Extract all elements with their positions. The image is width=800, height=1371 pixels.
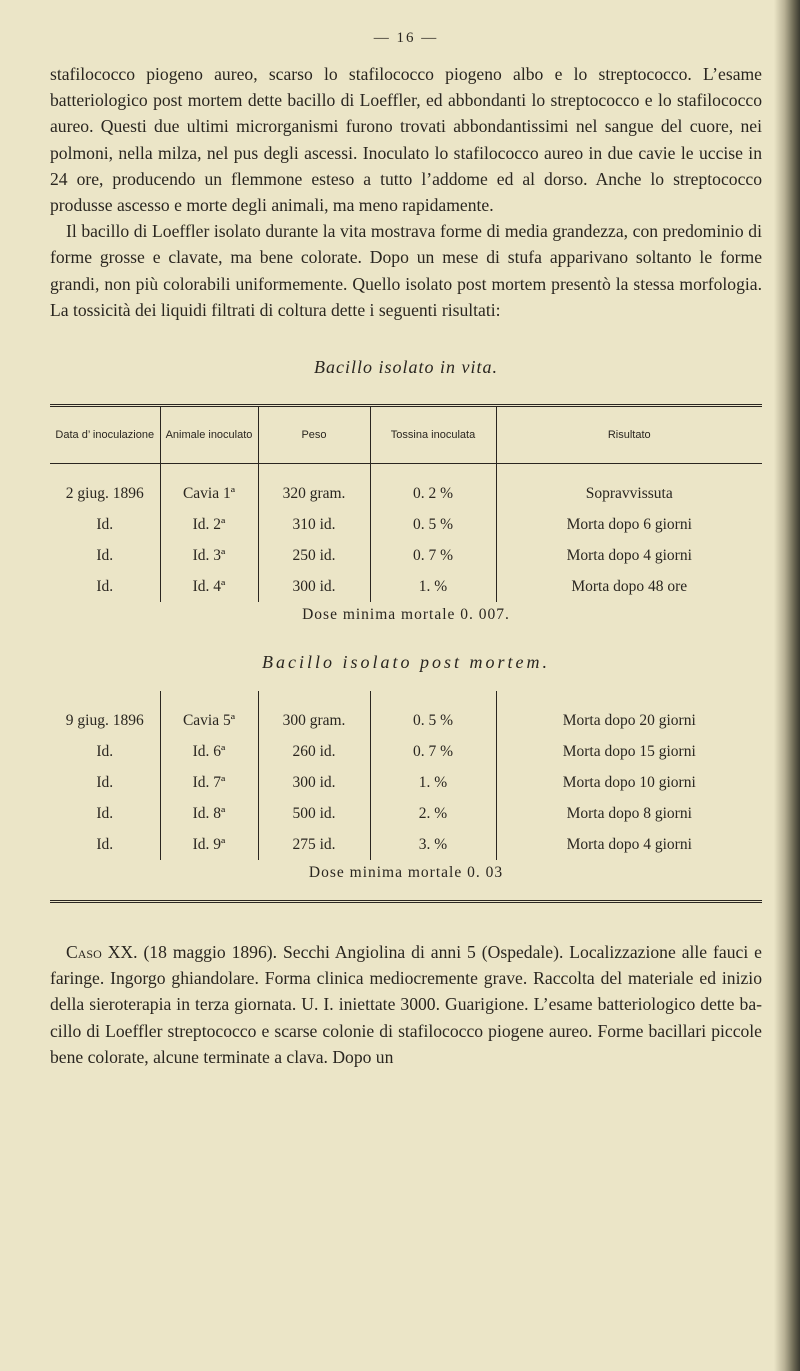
page-number: — 16 — bbox=[373, 30, 439, 46]
table-row bbox=[50, 829, 762, 860]
cell-toxin: 0. 7 % bbox=[370, 736, 496, 767]
cell-date: 2 giug. 1896 bbox=[65, 484, 144, 502]
cell-weight: 300 id. bbox=[258, 767, 370, 798]
cell-weight: 500 id. bbox=[258, 798, 370, 829]
cell-weight: 300 id. bbox=[258, 571, 370, 602]
cell-date: 9 giug. 1896 bbox=[65, 711, 144, 729]
table2-dose-note: Dose minima mortale 0. 03 bbox=[308, 864, 504, 882]
cell-toxin: 1. % bbox=[370, 767, 496, 798]
table-row bbox=[50, 509, 762, 540]
table-row bbox=[50, 540, 762, 571]
cell-date: Id. bbox=[96, 773, 114, 791]
cell-animal: Id. 8ª bbox=[160, 798, 258, 829]
table-row bbox=[50, 705, 762, 736]
cell-result: Morta dopo 10 giorni bbox=[496, 767, 762, 798]
case-text: (18 maggio 1896). Secchi Angiolina di anni 5 (Ospedale). Localizzazione alle fauci e faringe. Ingorgo ghiandolare. Forma clinica mediocremente grave. Raccolta del materiale ed inizio della sieroterapia in terza giornata. U. I. iniettate 3000. Guarigione. L’esame batteriologico dette bacillo di Loeffler streptococco e scarse colonie di stafilococco piogene aureo. Forme bacillari piccole bene colorate, alcune terminate a clava. Dopo un bbox=[50, 942, 762, 1067]
cell-weight: 260 id. bbox=[258, 736, 370, 767]
cell-weight: 275 id. bbox=[258, 829, 370, 860]
table-row bbox=[50, 767, 762, 798]
table-row bbox=[50, 736, 762, 767]
cell-date: Id. bbox=[96, 546, 114, 564]
cell-animal: Cavia 1ª bbox=[160, 478, 258, 509]
header-result: Risultato bbox=[496, 407, 762, 463]
cell-result: Morta dopo 15 giorni bbox=[496, 736, 762, 767]
table-row bbox=[50, 798, 762, 829]
cell-weight: 320 gram. bbox=[258, 478, 370, 509]
cell-toxin: 1. % bbox=[370, 571, 496, 602]
cell-toxin: 0. 5 % bbox=[370, 509, 496, 540]
cell-animal: Id. 7ª bbox=[160, 767, 258, 798]
cell-date: Id. bbox=[96, 835, 114, 853]
cell-weight: 310 id. bbox=[258, 509, 370, 540]
cell-toxin: 3. % bbox=[370, 829, 496, 860]
table1-dose-note: Dose minima mortale 0. 007. bbox=[302, 606, 510, 624]
cell-date: Id. bbox=[96, 742, 114, 760]
cell-result: Sopravvissuta bbox=[496, 478, 762, 509]
table-bottom-rule bbox=[50, 900, 762, 903]
cell-toxin: 0. 5 % bbox=[370, 705, 496, 736]
header-animal: Animale inoculato bbox=[160, 407, 258, 463]
cell-date: Id. bbox=[96, 577, 114, 595]
cell-date: Id. bbox=[96, 804, 114, 822]
cell-animal: Id. 9ª bbox=[160, 829, 258, 860]
case-paragraph bbox=[50, 939, 762, 1070]
header-weight: Peso bbox=[258, 407, 370, 463]
cell-weight: 250 id. bbox=[258, 540, 370, 571]
table-row bbox=[50, 571, 762, 602]
cell-result: Morta dopo 8 giorni bbox=[496, 798, 762, 829]
cell-animal: Id. 6ª bbox=[160, 736, 258, 767]
cell-toxin: 0. 2 % bbox=[370, 478, 496, 509]
paragraph-2: Il bacillo di Loeffler isolato durante la vita mostrava forme di media grandezza, con predominio di forme grosse e clavate, ma bene colorate. Dopo un mese di stufa apparivano soltanto le forme grandi, non più colorabili uniformemente. Quello isolato post mortem presentò la stessa morfologia. La tossicità dei liquidi filtrati di coltura dette i seguenti risultati: bbox=[50, 221, 762, 320]
cell-animal: Id. 2ª bbox=[160, 509, 258, 540]
header-date: Data d’ inoculazione bbox=[55, 428, 155, 441]
cell-date: Id. bbox=[96, 515, 114, 533]
table-header-row bbox=[50, 407, 762, 463]
table2-title: Bacillo isolato post mortem. bbox=[262, 652, 550, 673]
cell-animal: Cavia 5ª bbox=[160, 705, 258, 736]
paragraph-1: stafilococco piogeno aureo, scarso lo stafilococco piogeno albo e lo streptococco. L’esame batteriologico post mortem dette bacillo di Loeffler, ed abbondanti lo streptococco e lo stafilococco aureo. Questi due ultimi microrganismi furono trovati abbondantissimi nel sangue del cuore, nei polmoni, nella milza, nel pus degli ascessi. Inoculato lo stafilococco aureo in due cavie le uccise in 24 ore, producendo un flemmone esteso a tutto l’addome ed al dorso. Anche lo streptococco produsse ascesso e morte degli animali, ma meno rapidamente. bbox=[50, 64, 762, 216]
cell-result: Morta dopo 4 giorni bbox=[496, 540, 762, 571]
cell-weight: 300 gram. bbox=[258, 705, 370, 736]
case-label: Caso XX. bbox=[66, 942, 138, 963]
cell-toxin: 0. 7 % bbox=[370, 540, 496, 571]
cell-animal: Id. 4ª bbox=[160, 571, 258, 602]
cell-toxin: 2. % bbox=[370, 798, 496, 829]
cell-result: Morta dopo 20 giorni bbox=[496, 705, 762, 736]
results-table bbox=[50, 407, 762, 463]
cell-result: Morta dopo 6 giorni bbox=[496, 509, 762, 540]
cell-animal: Id. 3ª bbox=[160, 540, 258, 571]
book-page bbox=[50, 30, 762, 1070]
header-toxin: Tossina inoculata bbox=[370, 407, 496, 463]
cell-result: Morta dopo 48 ore bbox=[496, 571, 762, 602]
table1-body bbox=[50, 464, 762, 602]
cell-result: Morta dopo 4 giorni bbox=[496, 829, 762, 860]
table-row bbox=[50, 478, 762, 509]
table1-title: Bacillo isolato in vita. bbox=[314, 357, 498, 378]
table2-body bbox=[50, 691, 762, 860]
page-edge-shadow bbox=[774, 0, 800, 1371]
